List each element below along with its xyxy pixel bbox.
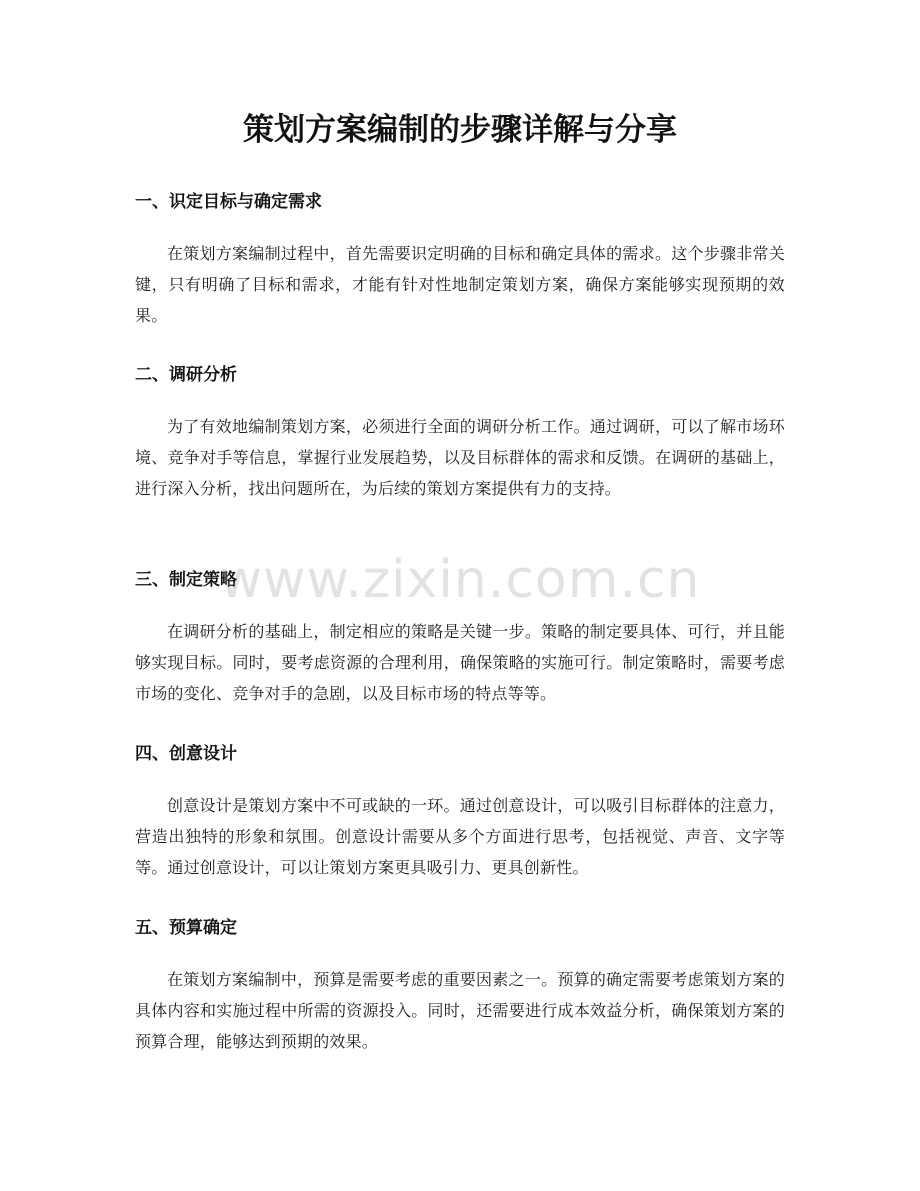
section-paragraph: 在策划方案编制中，预算是需要考虑的重要因素之一。预算的确定需要考虑策划方案的具体内容和实施过程中所需的资源投入。同时，还需要进行成本效益分析，确保策划方案的预算合理，能够达到预期的效果。: [135, 970, 785, 1051]
section-heading: 二、调研分析: [135, 365, 237, 385]
section-heading: 一、识定目标与确定需求: [135, 192, 322, 212]
section-paragraph: 在调研分析的基础上，制定相应的策略是关键一步。策略的制定要具体、可行，并且能够实现目标。同时，要考虑资源的合理利用，确保策略的实施可行。制定策略时，需要考虑市场的变化、竞争对手的急剧，以及目标市场的特点等等。: [135, 622, 785, 703]
section-research-analysis: [135, 363, 785, 504]
section-heading: 五、预算确定: [135, 918, 237, 938]
document-title: 策划方案编制的步骤详解与分享: [243, 112, 677, 148]
section-paragraph: 在策划方案编制过程中，首先需要识定明确的目标和确定具体的需求。这个步骤非常关键，只有明确了目标和需求，才能有针对性地制定策划方案，确保方案能够实现预期的效果。: [135, 244, 785, 325]
section-identify-goals: [135, 190, 785, 331]
watermark-text: www.zixin.com.cn: [219, 550, 701, 610]
section-strategy: [135, 568, 785, 709]
section-heading: 四、创意设计: [135, 744, 237, 764]
section-paragraph: 为了有效地编制策划方案，必须进行全面的调研分析工作。通过调研，可以了解市场环境、竞争对手等信息，掌握行业发展趋势，以及目标群体的需求和反馈。在调研的基础上，进行深入分析，找出问题所在，为后续的策划方案提供有力的支持。: [135, 417, 785, 498]
section-paragraph: 创意设计是策划方案中不可或缺的一环。通过创意设计，可以吸引目标群体的注意力，营造出独特的形象和氛围。创意设计需要从多个方面进行思考，包括视觉、声音、文字等等。通过创意设计，可以让策划方案更具吸引力、更具创新性。: [135, 796, 785, 877]
section-heading: 三、制定策略: [135, 570, 237, 590]
section-creative-design: [135, 742, 785, 883]
section-budget: [135, 916, 785, 1057]
